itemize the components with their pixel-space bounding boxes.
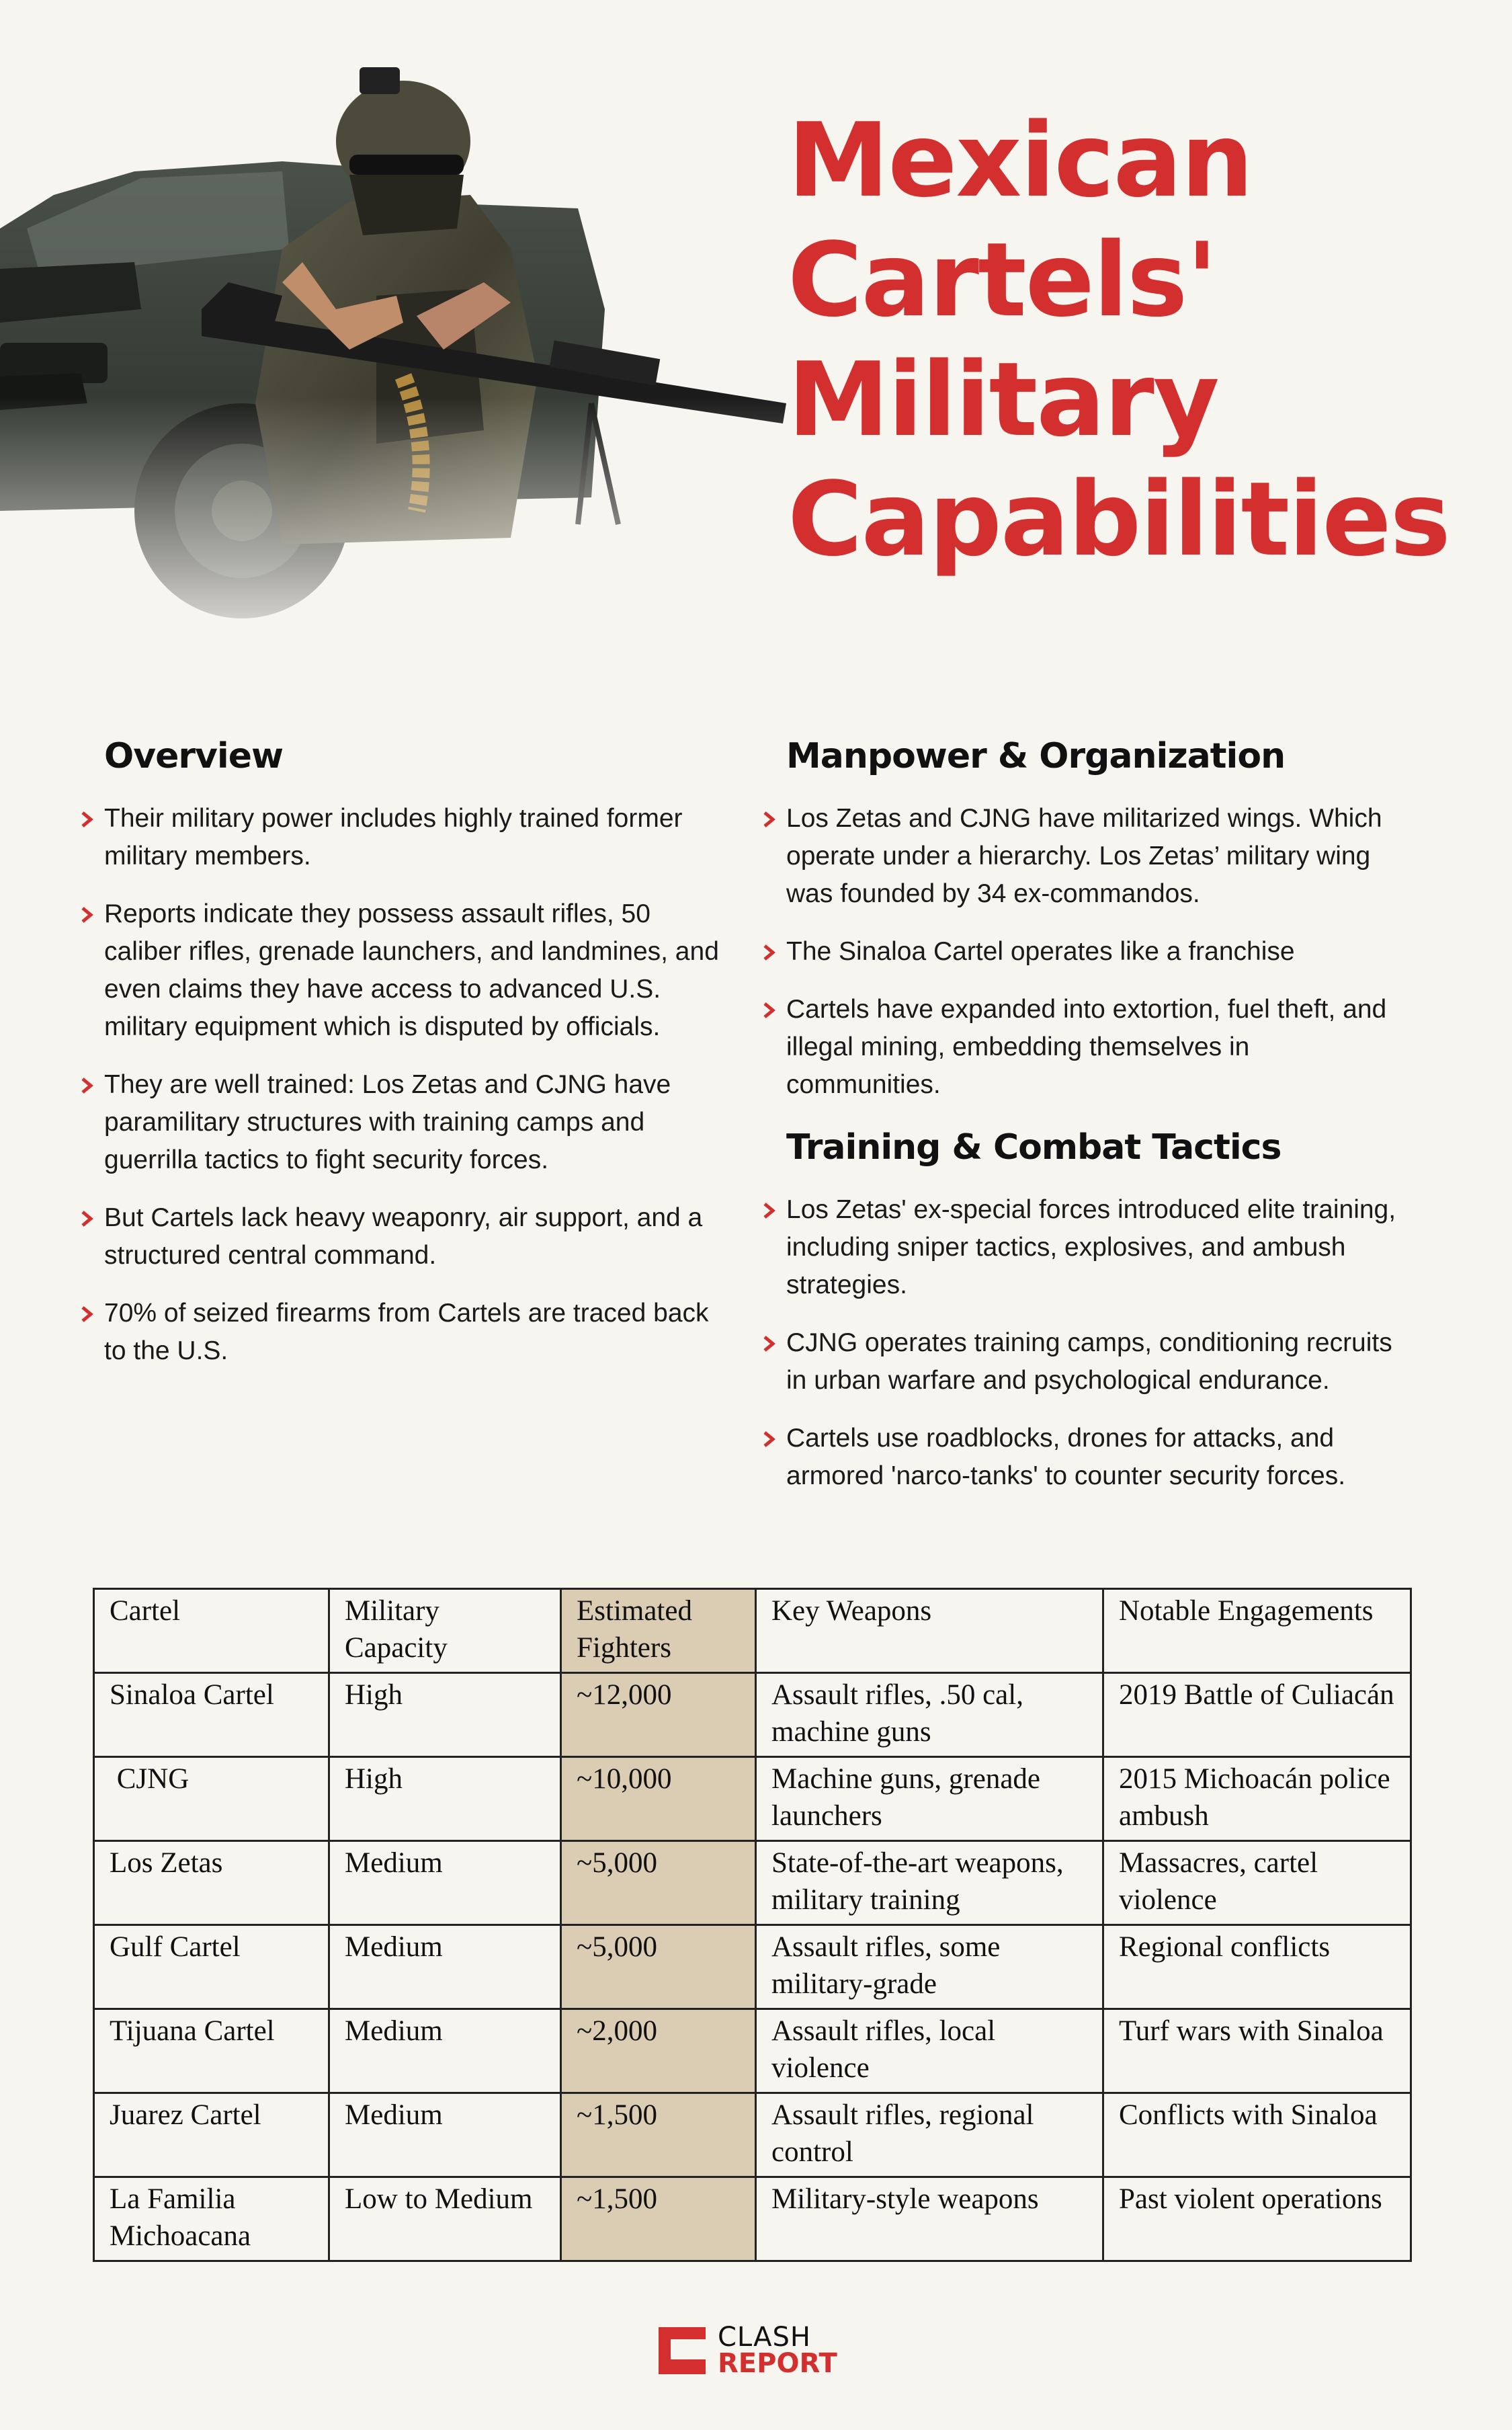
table-header-row <box>94 1589 1411 1673</box>
chevron-right-icon <box>80 1077 95 1094</box>
training-item-text: CJNG operates training camps, conditioning recruits in urban warfare and psychological endurance. <box>786 1328 1392 1395</box>
chevron-right-icon <box>762 944 777 961</box>
table-cell: Massacres, cartel violence <box>1103 1841 1411 1925</box>
chevron-right-icon <box>80 906 95 924</box>
table-cell: Medium <box>329 2093 561 2177</box>
table-cell: 2015 Michoacán police ambush <box>1103 1757 1411 1841</box>
table-cell: ~1,500 <box>561 2177 756 2261</box>
table-cell: Assault rifles, regional control <box>756 2093 1103 2177</box>
training-heading: Training & Combat Tactics <box>786 1127 1282 1168</box>
overview-item <box>104 895 722 1046</box>
chevron-right-icon <box>762 1002 777 1019</box>
clash-report-logo-mark-icon <box>659 2327 706 2374</box>
overview-item-text: They are well trained: Los Zetas and CJNG have paramilitary structures with training camps and guerrilla tactics to fight security forces. <box>104 1070 671 1174</box>
manpower-item-text: Los Zetas and CJNG have militarized wings. Which operate under a hierarchy. Los Zetas’ military wing was founded by 34 ex-commandos. <box>786 804 1382 908</box>
clash-report-logo <box>659 2322 860 2379</box>
table-cell: ~1,500 <box>561 2093 756 2177</box>
overview-item-text: Reports indicate they possess assault rifles, 50 caliber rifles, grenade launchers, and landmines, and even claims they have access to advanced U.S. military equipment which is disputed by officials. <box>104 899 719 1041</box>
table-cell: ~2,000 <box>561 2009 756 2093</box>
table-row <box>94 1673 1411 1757</box>
table-cell: Medium <box>329 1841 561 1925</box>
training-item <box>786 1420 1404 1495</box>
table-cell: ~5,000 <box>561 1841 756 1925</box>
table-row <box>94 2093 1411 2177</box>
chevron-right-icon <box>762 1202 777 1219</box>
manpower-item <box>786 933 1404 971</box>
title-line-4: Capabilities <box>788 460 1450 579</box>
overview-item <box>104 1199 722 1274</box>
table-cell: Los Zetas <box>94 1841 329 1925</box>
chevron-right-icon <box>762 811 777 828</box>
manpower-heading: Manpower & Organization <box>786 736 1286 776</box>
training-item-text: Cartels use roadblocks, drones for attacks, and armored 'narco-tanks' to counter security forces. <box>786 1424 1346 1490</box>
training-list <box>786 1191 1404 1495</box>
table-cell: Assault rifles, some military-grade <box>756 1925 1103 2009</box>
manpower-item <box>786 991 1404 1104</box>
hero-soldier-truck-illustration <box>0 27 806 699</box>
overview-item <box>104 1295 722 1370</box>
table-row <box>94 1925 1411 2009</box>
table-cell: Sinaloa Cartel <box>94 1673 329 1757</box>
table-cell: Assault rifles, local violence <box>756 2009 1103 2093</box>
table-cell: ~12,000 <box>561 1673 756 1757</box>
manpower-item-text: Cartels have expanded into extortion, fuel theft, and illegal mining, embedding themselves in communities. <box>786 995 1387 1099</box>
chevron-right-icon <box>80 811 95 828</box>
table-header-cell: Military Capacity <box>329 1589 561 1673</box>
table-cell: Medium <box>329 1925 561 2009</box>
table-row <box>94 2177 1411 2261</box>
title-line-3: Military <box>788 340 1218 459</box>
table-cell: Past violent operations <box>1103 2177 1411 2261</box>
table-cell: Juarez Cartel <box>94 2093 329 2177</box>
manpower-list <box>786 800 1404 1104</box>
right-column <box>786 733 1404 1515</box>
table-cell: Assault rifles, .50 cal, machine guns <box>756 1673 1103 1757</box>
overview-list <box>104 800 722 1370</box>
overview-item <box>104 1066 722 1179</box>
table-cell: CJNG <box>94 1757 329 1841</box>
title-line-1: Mexican <box>788 101 1253 220</box>
chevron-right-icon <box>80 1210 95 1227</box>
table-cell: ~10,000 <box>561 1757 756 1841</box>
training-item <box>786 1191 1404 1304</box>
overview-item-text: Their military power includes highly trained former military members. <box>104 804 683 870</box>
page-title <box>788 101 1500 579</box>
table-row <box>94 2009 1411 2093</box>
manpower-item-text: The Sinaloa Cartel operates like a franchise <box>786 937 1295 966</box>
table-header-cell: Key Weapons <box>756 1589 1103 1673</box>
table-cell: High <box>329 1757 561 1841</box>
hero <box>0 0 1512 699</box>
overview-heading: Overview <box>104 736 284 776</box>
table-cell: Turf wars with Sinaloa <box>1103 2009 1411 2093</box>
overview-item-text: 70% of seized firearms from Cartels are traced back to the U.S. <box>104 1299 709 1365</box>
table-row <box>94 1841 1411 1925</box>
logo-text-clash: CLASH <box>718 2322 811 2353</box>
manpower-item <box>786 800 1404 913</box>
cartel-table-container <box>93 1588 1410 2262</box>
table-cell: Tijuana Cartel <box>94 2009 329 2093</box>
table-cell: Medium <box>329 2009 561 2093</box>
cartel-capabilities-table <box>93 1588 1412 2262</box>
training-item <box>786 1324 1404 1400</box>
table-cell: Regional conflicts <box>1103 1925 1411 2009</box>
chevron-right-icon <box>762 1335 777 1352</box>
training-item-text: Los Zetas' ex-special forces introduced elite training, including sniper tactics, explosives, and ambush strategies. <box>786 1195 1396 1299</box>
table-cell: High <box>329 1673 561 1757</box>
table-cell: Military-style weapons <box>756 2177 1103 2261</box>
overview-item <box>104 800 722 875</box>
table-header-cell: Notable Engagements <box>1103 1589 1411 1673</box>
chevron-right-icon <box>80 1305 95 1323</box>
table-cell: Gulf Cartel <box>94 1925 329 2009</box>
table-cell: Conflicts with Sinaloa <box>1103 2093 1411 2177</box>
title-line-2: Cartels' <box>788 220 1216 339</box>
chevron-right-icon <box>762 1430 777 1448</box>
table-header-cell: Cartel <box>94 1589 329 1673</box>
overview-section <box>104 733 722 1390</box>
table-header-cell: Estimated Fighters <box>561 1589 756 1673</box>
table-cell: ~5,000 <box>561 1925 756 2009</box>
overview-item-text: But Cartels lack heavy weaponry, air support, and a structured central command. <box>104 1203 703 1270</box>
table-cell: State-of-the-art weapons, military training <box>756 1841 1103 1925</box>
table-cell: La Familia Michoacana <box>94 2177 329 2261</box>
table-row <box>94 1757 1411 1841</box>
logo-text-report: REPORT <box>718 2348 837 2379</box>
table-cell: Low to Medium <box>329 2177 561 2261</box>
table-cell: 2019 Battle of Culiacán <box>1103 1673 1411 1757</box>
table-cell: Machine guns, grenade launchers <box>756 1757 1103 1841</box>
